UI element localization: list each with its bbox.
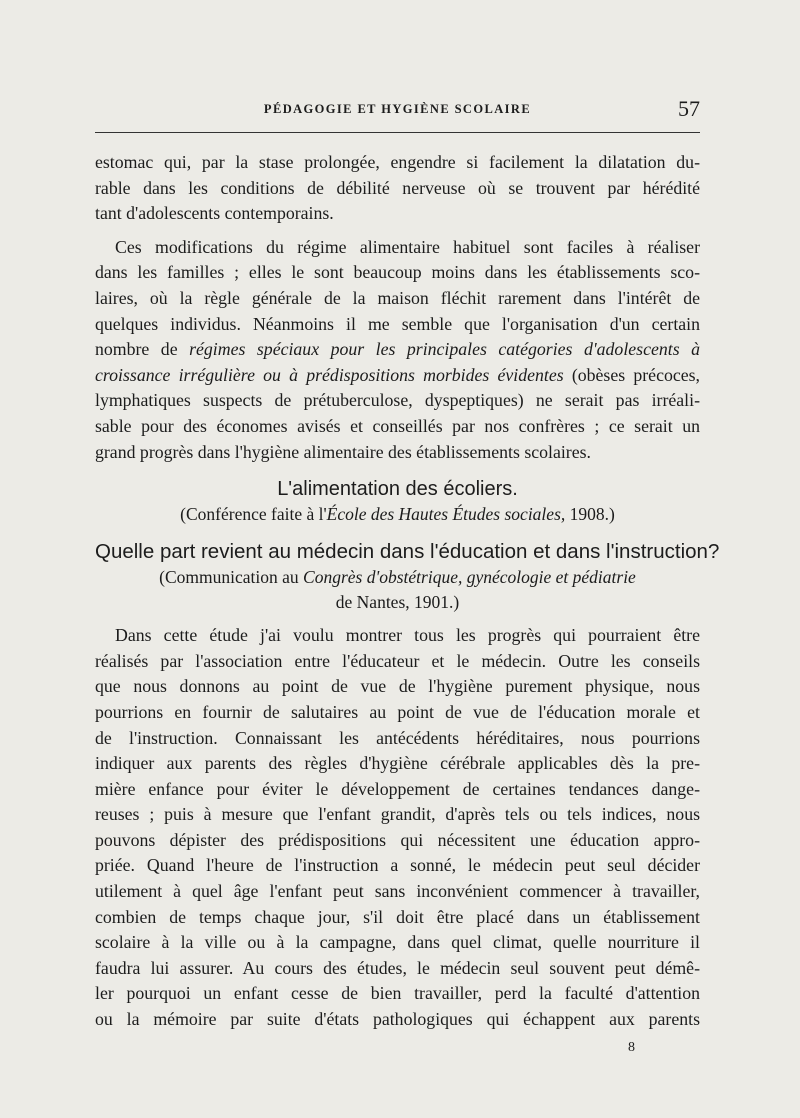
italic-fragment: École des Hautes Études sociales, [326,504,566,525]
text-line: priée. Quand l'heure de l'instruction a sonné, le médecin peut seul décider [95,855,700,876]
italic-fragment: croissance irrégulière ou à prédispositions morbides évidentes [95,364,564,385]
text-line-mixed [95,363,700,389]
text-fragment: (Conférence faite à l' [180,504,327,525]
text-line: indiquer aux parents des règles d'hygiène cérébrale applicables dès la pre- [95,753,700,774]
text-line: Ces modifications du régime alimentaire habituel sont faciles à réaliser [115,236,700,257]
text-fragment: (obèses précoces, [563,364,700,385]
section-note-medecin-line2: de Nantes, 1901.) [335,592,460,613]
text-line: faudra lui assurer. Au cours des études, le médecin seul souvent peut démê- [95,957,700,978]
text-line: reuses ; puis à mesure que l'enfant grandit, d'après tels ou tels indices, nous [95,804,700,825]
italic-fragment: Congrès d'obstétrique, gynécologie et pédiatrie [303,567,636,588]
text-line: pouvons dépister des prédispositions qui nécessitent une éducation appro- [95,829,700,850]
running-head [95,92,700,133]
text-line: laires, où la règle générale de la maison fléchit rarement dans l'intérêt de [95,287,700,308]
text-line: lymphatiques suspects de prétuberculose, dyspeptiques) ne serait pas irréali- [95,390,700,411]
section-note-medecin-line1 [95,565,700,590]
text-line: dans les familles ; elles le sont beaucoup moins dans les établissements sco- [95,262,700,283]
section-title-alimentation: L'alimentation des écoliers. [277,478,518,501]
text-line: quelques individus. Néanmoins il me semble que l'organisation d'un certain [95,313,700,334]
text-line: ou la mémoire par suite d'états pathologiques qui échappent aux parents [95,1009,700,1030]
text-line: mière enfance pour éviter le développement de certaines tendances dange- [95,778,700,799]
section-title-medecin: Quelle part revient au médecin dans l'éducation et dans l'instruction? [95,540,720,564]
text-line: utilement à quel âge l'enfant peut sans inconvénient commencer à travailler, [95,881,700,902]
text-line: que nous donnons au point de vue de l'hygiène purement physique, nous [95,676,700,697]
text-line: grand progrès dans l'hygiène alimentaire des établissements scolaires. [95,441,591,462]
text-fragment: nombre de [95,339,190,360]
text-line-mixed [95,337,700,363]
text-line: estomac qui, par la stase prolongée, engendre si facilement la dilatation du- [95,152,700,172]
text-line: combien de temps chaque jour, s'il doit être placé dans un établissement [95,906,700,927]
text-line: rable dans les conditions de débilité nerveuse où se trouvent par hérédité [95,177,700,198]
text-line: de l'instruction. Connaissant les antécédents héréditaires, nous pourrions [95,727,700,748]
text-fragment: 1908.) [565,504,615,525]
paragraph-regimes [95,235,700,465]
text-line: scolaire à la ville ou à la campagne, dans quel climat, quelle nourriture il [95,932,700,953]
text-fragment: (Communication au [159,567,304,588]
italic-fragment: régimes spéciaux pour les principales catégories d'adolescents à [189,339,700,360]
paragraph-education [95,623,700,1033]
text-line: Dans cette étude j'ai voulu montrer tous les progrès qui pourraient être [115,625,700,646]
text-line: réalisés par l'association entre l'éducateur et le médecin. Outre les conseils [95,650,700,671]
text-line: tant d'adolescents contemporains. [95,203,334,224]
paragraph-continuation [95,150,700,227]
page-number: 57 [678,96,700,121]
text-line: pourrions en fournir de salutaires au point de vue de l'éducation morale et [95,701,700,722]
sheet-signature: 8 [628,1040,635,1055]
section-note-alimentation [95,502,700,527]
page-body [95,150,720,1033]
running-title: PÉDAGOGIE ET HYGIÈNE SCOLAIRE [263,102,532,116]
text-line: sable pour des économes avisés et conseillés par nos confrères ; ce serait un [95,415,700,436]
text-line: ler pourquoi un enfant cesse de bien travailler, perd la faculté d'attention [95,983,700,1004]
